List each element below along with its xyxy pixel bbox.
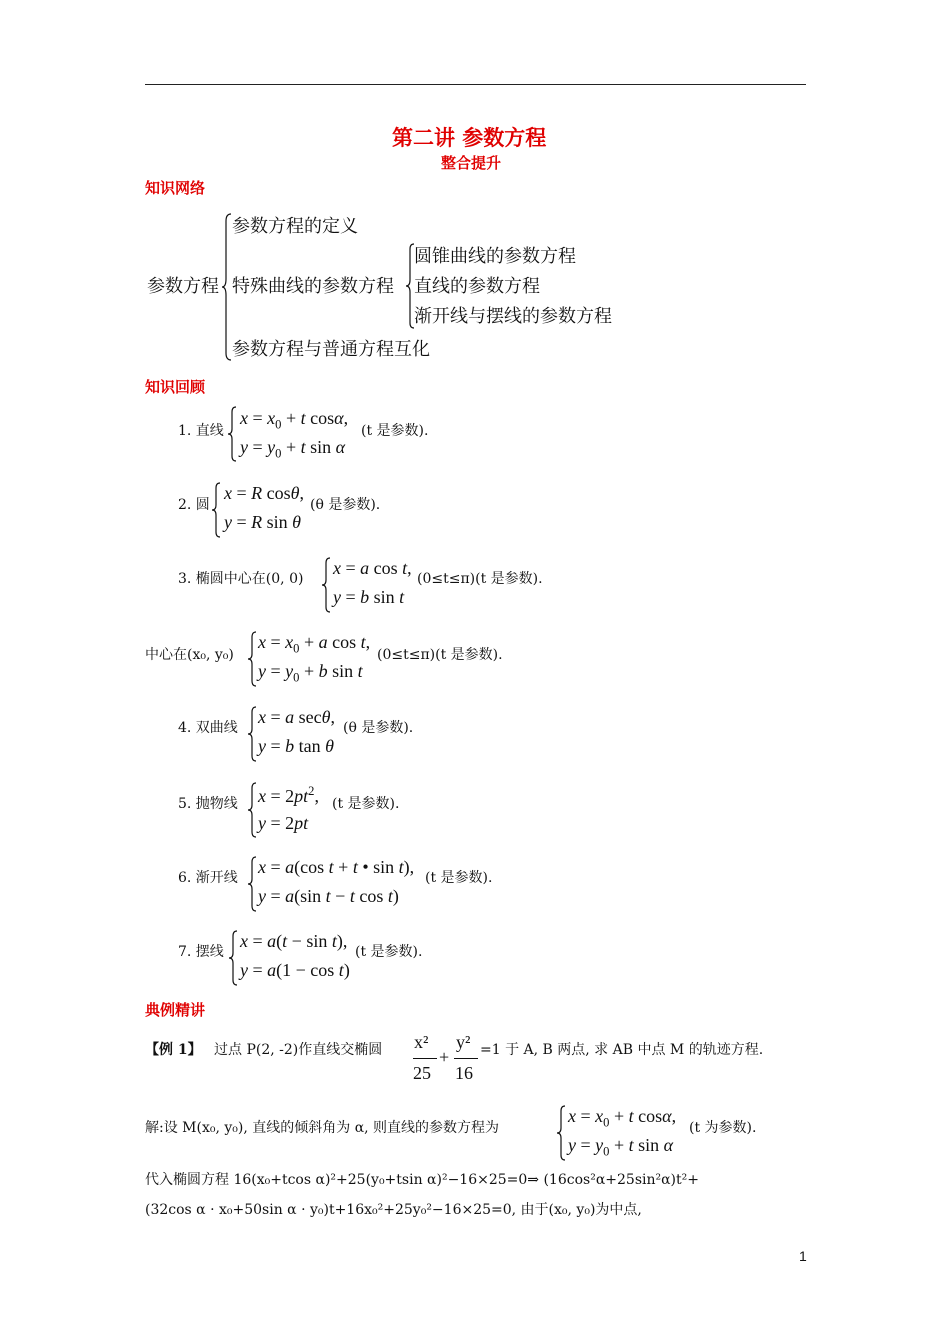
param-note: (t 是参数). [361,423,429,439]
fraction-denominator: 16 [455,1063,473,1083]
equation-x: $x = x_0 + a$ cos t, [258,632,371,656]
brace [322,557,331,613]
equation-x: x = a cos t, [333,558,412,578]
tree-brace-main [222,213,232,361]
page-subtitle: 整合提升 [441,154,502,172]
review-circle-label: 2. 圆 [178,497,210,513]
review-hyperbola-label: 4. 双曲线 [178,720,238,736]
fraction-numerator: x² [414,1032,429,1052]
brace [212,482,221,538]
tree-root: 参数方程 [147,276,219,297]
equation-x: $x = x_0 + t$ cosα, [240,408,349,432]
equation-x: $x = x_0 + t$ cosα, [568,1106,677,1130]
review-ellipse-center-label: 中心在(x₀, y₀) [145,647,234,663]
equation-x: x = a(t − sin t), [240,931,348,951]
brace [229,930,238,986]
param-note: (t 是参数). [332,796,400,812]
tree-item-conversion: 参数方程与普通方程互化 [232,339,430,360]
brace [248,856,257,912]
equation-x: $x = 2pt^2$, [258,784,319,806]
tree-subitem-involute: 渐开线与摆线的参数方程 [414,306,612,327]
review-involute-label: 6. 渐开线 [178,870,238,886]
fraction-denominator: 25 [413,1063,431,1083]
equation-y: $y = y_0 + t$ sin α [568,1135,674,1159]
tree-item-definition: 参数方程的定义 [232,216,358,237]
param-note: (0≤t≤π)(t 是参数). [377,647,503,663]
solution-line-2: 代入椭圆方程 16(x₀+tcos α)²+25(y₀+tsin α)²−16×25=0⇒ (16cos²α+25sin²α)t²+ [145,1172,699,1188]
equation-x: x = R cosθ, [224,483,304,503]
solution-line-3: (32cos α · x₀+50sin α · y₀)t+16x₀²+25y₀²−16×25=0, 由于(x₀, y₀)为中点, [145,1202,642,1218]
param-note: (θ 是参数). [343,720,414,736]
review-ellipse-label: 3. 椭圆中心在(0, 0) [178,571,304,587]
equation-x: x = a(cos t + t • sin t), [258,857,415,877]
brace [228,406,237,462]
equation-y: y = 2pt [258,813,309,833]
param-note: (0≤t≤π)(t 是参数). [417,571,543,587]
equation-y: y = a(1 − cos t) [240,960,350,980]
brace [248,706,257,762]
tree-subitem-conic: 圆锥曲线的参数方程 [414,246,576,267]
equation-y: y = R sin θ [224,512,302,532]
param-note: (θ 是参数). [310,497,381,513]
fraction-numerator: y² [456,1032,471,1052]
equation-y: y = b sin t [333,587,405,607]
param-note: (t 是参数). [425,870,493,886]
equation-y: $y = y_0 + t$ sin α [240,437,346,461]
tree-subitem-line: 直线的参数方程 [414,276,540,297]
section-heading-examples: 典例精讲 [145,1001,206,1019]
equation-y: $y = y_0 + b$ sin t [258,661,363,685]
brace [248,631,257,687]
brace [557,1105,566,1161]
page-title: 第二讲 参数方程 [392,126,547,150]
param-note: (t 为参数). [689,1120,757,1136]
tree-item-special-curves: 特殊曲线的参数方程 [232,276,394,297]
plus-sign: + [439,1047,450,1067]
review-cycloid-label: 7. 摆线 [178,944,224,960]
equation-y: y = a(sin t − t cos t) [258,886,399,906]
fraction-bar [413,1058,437,1059]
example-text-b: =1 于 A, B 两点, 求 AB 中点 M 的轨迹方程. [480,1042,764,1058]
review-line-label: 1. 直线 [178,423,224,439]
page-number: 1 [799,1248,807,1264]
review-parabola-label: 5. 抛物线 [178,796,238,812]
example-tag: 【例 1】 [145,1042,202,1058]
param-note: (t 是参数). [355,944,423,960]
solution-intro: 解:设 M(x₀, y₀), 直线的倾斜角为 α, 则直线的参数方程为 [145,1120,500,1136]
section-heading-network: 知识网络 [145,179,206,197]
section-heading-review: 知识回顾 [145,378,206,396]
brace [248,782,257,838]
fraction-bar [454,1058,478,1059]
equation-y: y = b tan θ [258,736,334,756]
header-rule [145,84,806,85]
equation-x: x = a secθ, [258,707,335,727]
example-text-a: 过点 P(2, -2)作直线交椭圆 [214,1042,383,1058]
